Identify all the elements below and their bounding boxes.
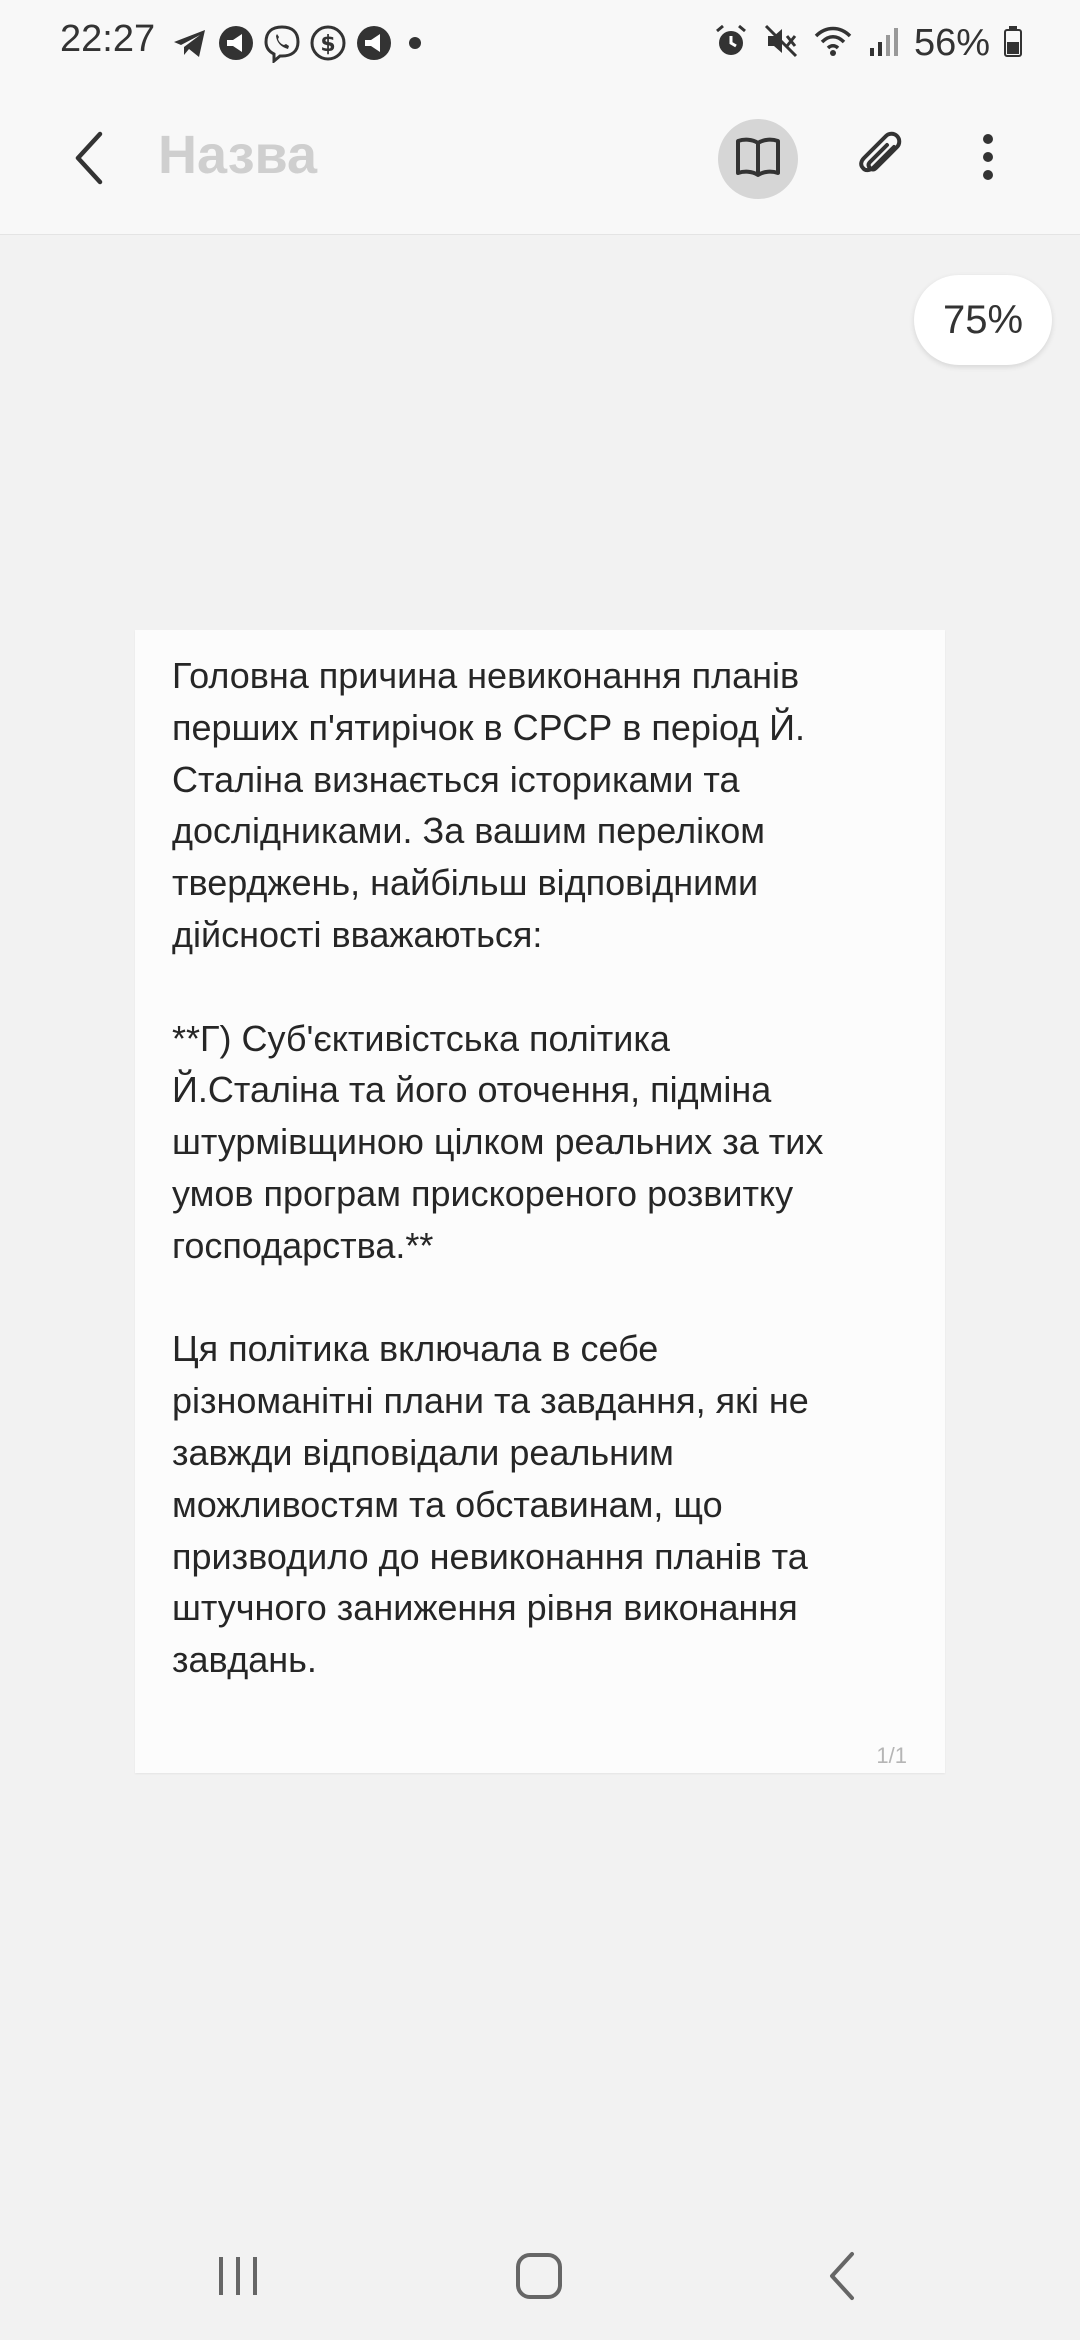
more-vertical-icon xyxy=(978,127,998,192)
mute-icon xyxy=(762,22,800,65)
viber-icon xyxy=(262,23,302,63)
app-bar xyxy=(0,86,1080,235)
status-right xyxy=(712,20,1024,66)
notification-icons xyxy=(170,22,430,64)
status-time: 22:27 xyxy=(60,18,156,60)
reader-mode-button[interactable] xyxy=(718,119,798,199)
wifi-icon xyxy=(812,22,854,65)
recent-apps-icon xyxy=(213,2251,263,2306)
telegram-icon xyxy=(170,23,210,63)
attach-button[interactable] xyxy=(842,119,922,199)
back-nav-button[interactable] xyxy=(797,2238,887,2318)
note-page[interactable] xyxy=(135,630,945,1773)
status-bar xyxy=(0,0,1080,86)
navigation-bar xyxy=(0,2216,1080,2340)
title-input[interactable]: Назва xyxy=(158,125,318,185)
svg-text:$: $ xyxy=(320,32,336,57)
battery-icon xyxy=(1002,22,1024,65)
zoom-level-badge: 75% xyxy=(914,275,1052,365)
home-button[interactable] xyxy=(494,2238,584,2318)
page-number: 1/1 xyxy=(876,1743,907,1768)
paperclip-icon xyxy=(854,129,910,190)
more-options-button[interactable] xyxy=(948,119,1028,199)
dot-icon xyxy=(400,23,430,63)
recent-apps-button[interactable] xyxy=(193,2238,283,2318)
megaphone-icon xyxy=(216,23,256,63)
note-body-text[interactable]: Головна причина невиконання планів перших п'ятирічок в СРСР в період Й. Сталіна визнається істориками та дослідниками. За вашим переліком тверджень, найбільш відповідними дійсності вважаються: **Г) Суб'єктивістська політика Й.Сталіна та його оточення, підміна штурмівщиною цілком реальних за тих умов програм прискореного розвитку господарства.** Ця політика включала в себе різноманітні плани та завдання, які не завжди відповідали реальним можливостям та обставинам, що призводило до невиконання планів та штучного заниження рівня виконання завдань. xyxy=(172,655,824,1681)
reader-mode-icon xyxy=(732,131,784,188)
back-button[interactable] xyxy=(50,120,130,200)
megaphone-icon xyxy=(354,23,394,63)
alarm-icon xyxy=(712,22,750,65)
battery-percent: 56% xyxy=(913,21,990,64)
home-icon xyxy=(514,2251,564,2306)
signal-icon xyxy=(866,22,902,65)
dollar-icon xyxy=(308,23,348,63)
back-nav-icon xyxy=(822,2249,862,2308)
back-icon xyxy=(68,128,112,193)
